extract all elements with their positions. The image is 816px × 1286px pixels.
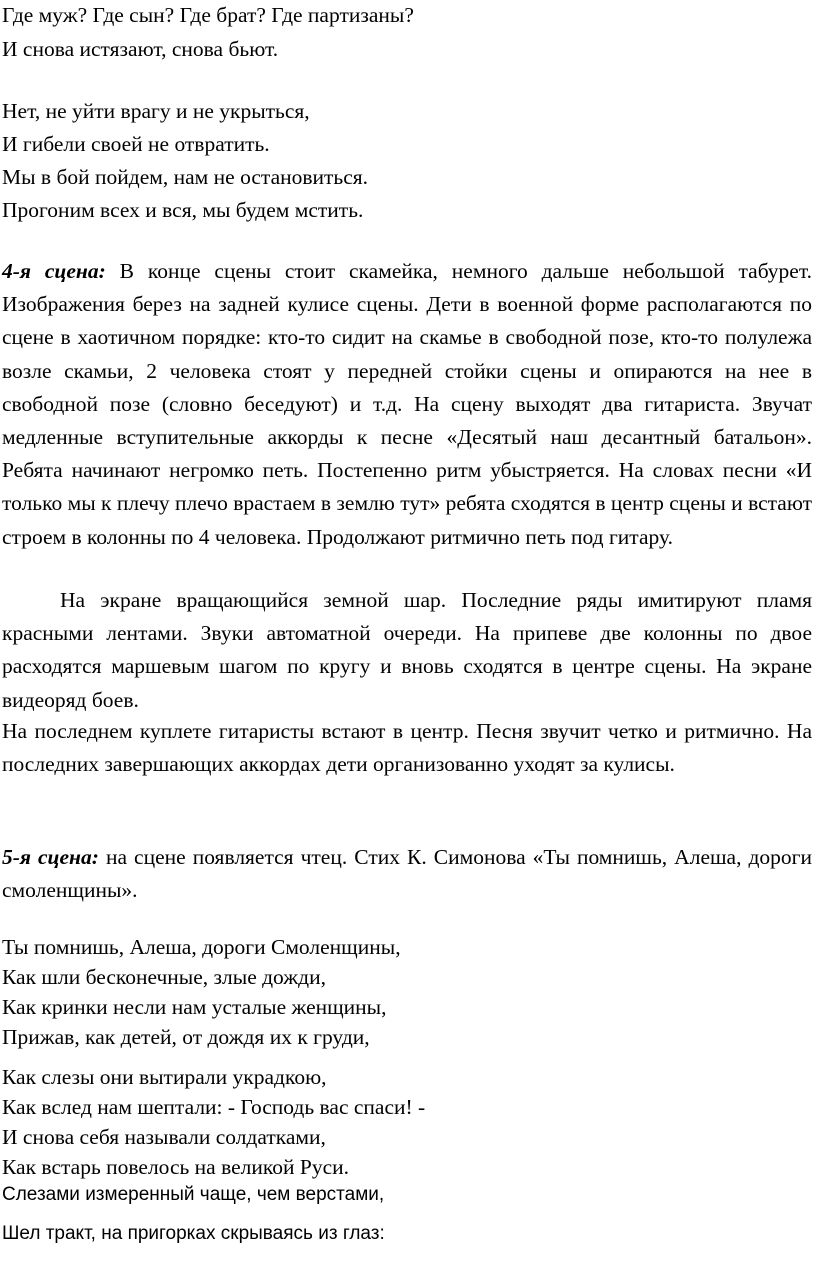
poem-line: Шел тракт, на пригорках скрываясь из глаз: (2, 1223, 385, 1244)
verse-line: Мы в бой пойдем, нам не остановиться. (2, 165, 369, 189)
scene-4-description (2, 255, 812, 554)
scene-5-text: на сцене появляется чтец. Стих К. Симонова «Ты помнишь, Алеша, дороги смоленщины». (2, 845, 813, 903)
scene-5-label: 5-я сцена: (2, 845, 99, 869)
poem-line: Как встарь повелось на великой Руси. (2, 1155, 350, 1179)
scene-5-description (2, 841, 812, 907)
scene-4-text: В конце сцены стоит скамейка, немного дальше небольшой табурет. Изображения берез на задней кулисе сцены. Дети в военной форме располагаются по сцене в хаотичном порядке: кто-то сидит на скамье в свободной позе, кто-то полулежа возле скамьи, 2 человека стоят у передней стойки сцены и опираются на нее в свободной позе (словно беседуют) и т.д. На сцену выходят два гитариста. Звучат медленные вступительные аккорды к песне «Десятый наш десантный батальон». Ребята начинают негромко петь. Постепенно ритм убыстряется. На словах песни «И только мы к плечу плечо врастаем в землю тут» ребята сходятся в центр сцены и встают строем в колонны по 4 человека. Продолжают ритмично петь под гитару. (2, 259, 813, 549)
poem-line: И снова себя называли солдатками, (2, 1125, 326, 1149)
verse-line: И снова истязают, снова бьют. (2, 37, 279, 61)
verse-line: Прогоним всех и вся, мы будем мстить. (2, 198, 364, 222)
poem-line: Как кринки несли нам усталые женщины, (2, 995, 387, 1019)
poem-line: Как вслед нам шептали: - Господь вас спаси! - (2, 1095, 426, 1119)
scene-4-label: 4-я сцена: (2, 259, 106, 283)
verse-line: Нет, не уйти врагу и не укрыться, (2, 99, 310, 123)
scene-4-paragraph-3: На последнем куплете гитаристы встают в центр. Песня звучит четко и ритмично. На последних завершающих аккордах дети организованно уходят за кулисы. (2, 719, 812, 777)
verse-line: И гибели своей не отвратить. (2, 132, 270, 156)
poem-line: Прижав, как детей, от дождя их к груди, (2, 1025, 370, 1049)
poem-line: Слезами измеренный чаще, чем верстами, (2, 1184, 385, 1205)
poem-line: Как шли бесконечные, злые дожди, (2, 965, 326, 989)
scene-4-paragraph-2-text: На экране вращающийся земной шар. Последние ряды имитируют пламя красными лентами. Звуки автоматной очереди. На припеве две колонны по двое расходятся маршевым шагом по кругу и вновь сходятся в центре сцены. На экране видеоряд боев. (2, 588, 812, 712)
verse-line: Где муж? Где сын? Где брат? Где партизаны? (2, 3, 414, 27)
poem-line: Ты помнишь, Алеша, дороги Смоленщины, (2, 935, 401, 959)
scene-4-paragraph-2 (2, 584, 812, 717)
poem-line: Как слезы они вытирали украдкою, (2, 1065, 327, 1089)
